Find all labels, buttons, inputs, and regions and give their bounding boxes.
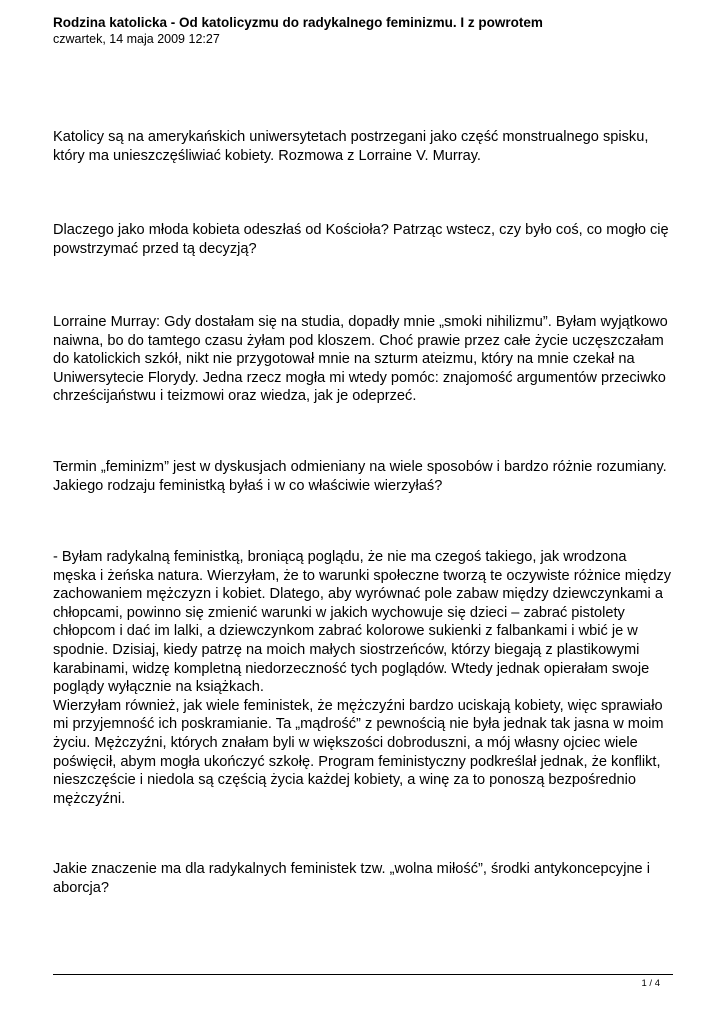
document-title: Rodzina katolicka - Od katolicyzmu do radykalnego feminizmu. I z powrotem — [53, 15, 543, 30]
page-number: 1 / 4 — [641, 978, 660, 989]
question-paragraph-2: Termin „feminizm” jest w dyskusjach odmieniany na wiele sposobów i bardzo różnie rozumiany. Jakiego rodzaju feministką byłaś i w co właściwie wierzyłaś? — [53, 459, 667, 494]
question-paragraph-1: Dlaczego jako młoda kobieta odeszłaś od Kościoła? Patrząc wstecz, czy było coś, co mogło cię powstrzymać przed tą decyzją? — [53, 222, 669, 257]
footer-divider — [53, 974, 673, 975]
answer-paragraph-1: Lorraine Murray: Gdy dostałam się na studia, dopadły mnie „smoki nihilizmu”. Byłam wyjątkowo naiwna, bo do tamtego czasu żyłam pod kloszem. Choć prawie przez całe życie uczęszczałam do katolickich szkół, nikt nie przygotował mnie na szturm ateizmu, który na mnie czekał na Uniwersytecie Florydy. Jedna rzecz mogła mi wtedy pomóc: znajomość argumentów przeciwko chrześcijaństwu i teizmowi oraz wiedza, jak je odeprzeć. — [53, 314, 668, 405]
document-date: czwartek, 14 maja 2009 12:27 — [53, 32, 220, 46]
answer-paragraph-2: - Byłam radykalną feministką, broniącą poglądu, że nie ma czegoś takiego, jak wrodzona męska i żeńska natura. Wierzyłam, że to warunki społeczne tworzą te oczywiste różnice między zachowaniem mężczyzn i kobiet. Dlatego, aby wyrównać pole zabaw między dziewczynkami a chłopcami, powinno się zmienić warunki w jakich wychowuje się dzieci – zabrać pistolety chłopcom i dać im lalki, a dziewczynkom zabrać kolorowe sukienki z falbankami i wbić je w spodnie. Dzisiaj, kiedy patrzę na moich małych siostrzeńców, którzy biegają z plastikowymi karabinami, widzę kompletną niedorzeczność tych poglądów. Wtedy jednak opierałam swoje poglądy wyłącznie na książkach. Wierzyłam również, jak wiele feministek, że mężczyźni bardzo uciskają kobiety, więc sprawiało mi przyjemność ich poskramianie. Ta „mądrość” z pewnością nie była jednak tak jasna w moim życiu. Mężczyźni, których znałam byli w większości dobroduszni, a mój własny ojciec wiele poświęcił, abym mogła ukończyć szkołę. Program feministyczny podkreślał jednak, że konflikt, nieszczęście i niedola są częścią życia każdej kobiety, a winę za to ponoszą bezpośrednio mężczyźni. — [53, 549, 672, 807]
document-header — [53, 14, 683, 47]
intro-paragraph: Katolicy są na amerykańskich uniwersytetach postrzegani jako część monstrualnego spisku, który ma unieszczęśliwiać kobiety. Rozmowa z Lorraine V. Murray. — [53, 129, 649, 164]
question-paragraph-3: Jakie znaczenie ma dla radykalnych feministek tzw. „wolna miłość”, środki antykoncepcyjne i aborcja? — [53, 861, 650, 896]
